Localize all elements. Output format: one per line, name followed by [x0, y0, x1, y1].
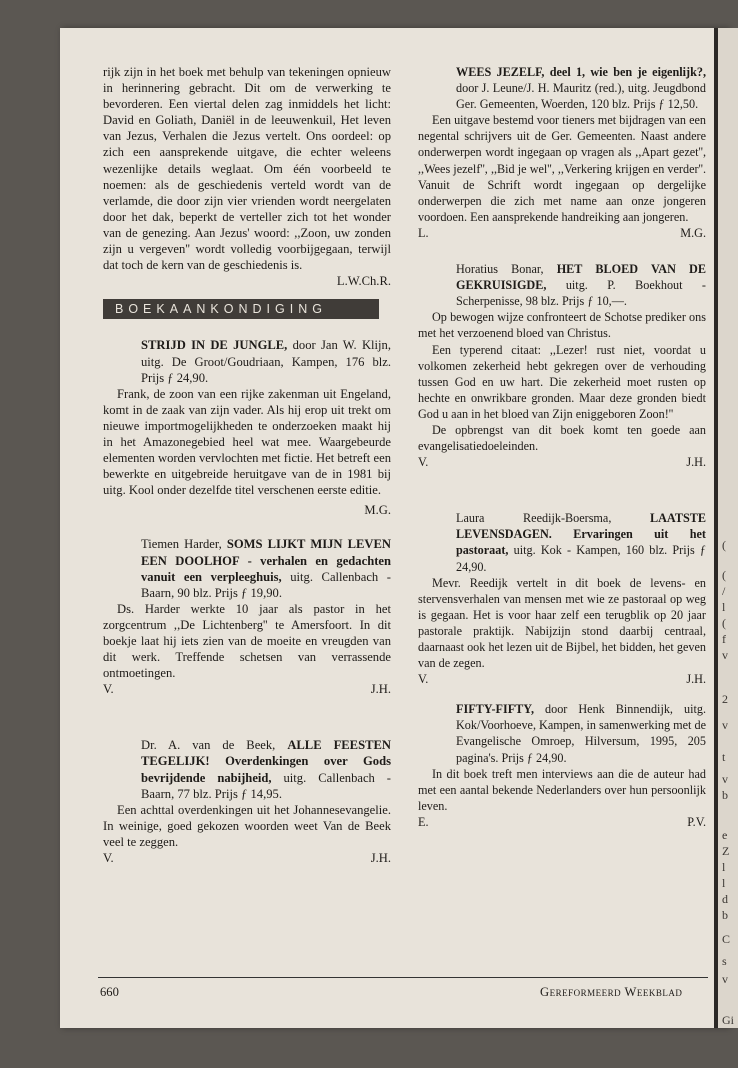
book-meta: door J. Leune/J. H. Mauritz (red.), uitg. Jeugdbond Ger. Gemeenten, Woerden, 120 blz. Prijs ƒ 12,50. [456, 81, 706, 112]
edge-letter: t [722, 750, 726, 764]
review-signature: L.W.Ch.R. [336, 274, 391, 289]
edge-letter: b [722, 788, 728, 802]
book-title: LAATSTE LEVENSDAGEN. Ervaringen uit het pastoraat, [456, 511, 706, 558]
edge-letter: v [722, 718, 728, 732]
page-number: 660 [100, 985, 119, 999]
edge-letter: d [722, 892, 728, 906]
book-title: HET BLOED VAN DE GEKRUISIGDE, [456, 262, 706, 293]
edge-letter: s [722, 954, 727, 968]
signature-place: E. [418, 814, 429, 829]
review-heading [418, 701, 706, 765]
book-meta: uitg. Callenbach - Baarn, 90 blz. Prijs ƒ 19,90. [141, 569, 391, 600]
book-author: Dr. A. van de Beek, [141, 738, 288, 753]
book-title: FIFTY-FIFTY, [456, 702, 534, 717]
book-author: Tiemen Harder, [141, 537, 227, 552]
edge-letter: l [722, 860, 726, 874]
book-meta: uitg. P. Boekhout - Scherpenisse, 98 blz. Prijs ƒ 10,—. [456, 278, 706, 309]
review-body: De opbrengst van dit boek komt ten goede aan evangelisatiedoeleinden. [418, 422, 706, 454]
book-title: ALLE FEESTEN TEGELIJK! Overdenkingen over Gods bevrijdende nabijheid, [141, 738, 391, 785]
right-column [418, 64, 706, 830]
signature-initials: J.H. [370, 682, 391, 697]
book-meta: door Henk Binnendijk, uitg. Kok/Voorhoeve, Kampen, in samenwerking met de Evangelische Omroep, Hilversum, 1995, 205 pagina's. Prijs ƒ 24,90. [456, 702, 706, 765]
book-author: Laura Reedijk-Boersma, [456, 511, 650, 526]
edge-letter: v [722, 972, 728, 986]
review-body: In dit boek treft men interviews aan die de auteur had met een aantal bekende Nederlanders over hun persoonlijk leven. [418, 766, 706, 813]
book-meta: uitg. Callenbach - Baarn, 77 blz. Prijs ƒ 14,95. [141, 770, 391, 801]
review-body: Een achttal overdenkingen uit het Johannesevangelie. In weinige, goed gekozen woorden weet Van de Beek veel te zeggen. [103, 802, 391, 849]
review-body: Frank, de zoon van een rijke zakenman uit Engeland, komt in de zaak van zijn vader. Als hij erop uit trekt om nieuwe importmogelijkheden te onderzoeken maakt hij in het Amazonegebied heel wat mee. Waargebeurde elementen worden vervlochten met fictie. Het betreft een bewerkte en uitgebreide heruitgave van de in 1981 bij uitg. Kool onder dezelfde titel verschenen eerste editie. [103, 386, 391, 498]
left-column [103, 64, 391, 866]
signature-place: V. [418, 672, 429, 687]
review-signature [418, 671, 706, 687]
section-banner: BOEKAANKONDIGING [103, 299, 379, 319]
edge-letter: b [722, 908, 728, 922]
signature-initials: P.V. [687, 814, 706, 829]
review-signature [418, 225, 706, 241]
review-signature [418, 454, 706, 470]
review-heading [103, 737, 391, 801]
signature-initials: M.G. [680, 225, 706, 240]
review-signature: M.G. [364, 503, 391, 518]
edge-letter: ( [722, 538, 726, 552]
book-title: WEES JEZELF, deel 1, wie ben je eigenlijk?, [456, 65, 706, 79]
review-body: Mevr. Reedijk vertelt in dit boek de levens- en stervensverhalen van mensen met wie ze pastoraal op weg is gegaan. Het is voor haar zelf een terugblik op 20 jaar pastorale praktijk. Nabijzijn stond daarbij centraal, daarnaast ook het lezen uit de Bijbel, het bidden, het geven van de zegen. [418, 575, 706, 671]
review-heading [418, 64, 706, 112]
edge-letter: ( [722, 568, 726, 582]
edge-letter: v [722, 772, 728, 786]
review-body: Een uitgave bestemd voor tieners met bijdragen van een negental schrijvers uit de Ger. Gemeenten. Naast andere onderwerpen wordt ingegaan op vragen als ,,Apart gezet'', ,,Wees jezelf'', ,,Bid je wel'', ,,Verkering krijgen en verder''. Vanuit de Schrift wordt ingegaan op dergelijke onderwerpen die zich met name aan onze jongeren voordoen. Een aansprekende handreiking aan jongeren. [418, 113, 706, 224]
signature-place: V. [103, 682, 114, 697]
edge-letter: 2 [722, 692, 728, 706]
review-body: Een typerend citaat: ,,Lezer! rust niet, voordat u volkomen zekerheid hebt gekregen over de verhouding tussen God en uw hart. Die zekerheid moet rusten op hechte en onwrikbare gronden. Maar deze gronden biedt God u aan in het bloed van Zijn eniggeboren Zoon!'' [418, 342, 706, 421]
signature-place: V. [103, 851, 114, 866]
review-heading [418, 510, 706, 574]
signature-place: L. [418, 225, 429, 240]
review-signature [418, 814, 706, 830]
edge-letter: / [722, 584, 726, 598]
review-signature [103, 850, 391, 866]
continued-review: rijk zijn in het boek met behulp van tekeningen opnieuw in herinnering gebracht. Dit om de verwerking te bevorderen. Een viertal delen zag inmiddels het licht: David en Goliath, Daniël in de leeuwenkuil, Het leven van Jezus, Verhalen die Jezus vertelt. Ons oordeel: op zich een aansprekende uitgave, die echter weleens wezenlijke details weglaat. Om één voorbeeld te noemen: als de geschiedenis verteld wordt van de verlamde, die door zijn vier vrienden wordt neergelaten door het dak, beperkt de verteller zich tot het wonder van de genezing. Aan Jezus' woord: ,,Zoon, uw zonden zijn u vergeven'' wordt volledig voorbijgegaan, terwijl dat toch de kern van de geschiedenis is. [103, 65, 391, 273]
magazine-name: Gereformeerd Weekblad [540, 985, 683, 999]
edge-letter: C [722, 932, 731, 946]
review-body: Ds. Harder werkte 10 jaar als pastor in het zorgcentrum ,,De Lichtenberg'' te Amersfoort. In dit boekje laat hij iets zien van de moeite en vreugden van dit werk. Treffende schetsen van verrassende ontmoetingen. [103, 601, 391, 681]
signature-initials: J.H. [686, 455, 706, 470]
edge-letter: e [722, 828, 728, 842]
signature-place: V. [418, 455, 429, 470]
book-title: SOMS LIJKT MIJN LEVEN EEN DOOLHOF - verhalen en gedachten vanuit een verpleeghuis, [141, 537, 391, 584]
footer-rule [98, 977, 708, 978]
edge-letter: l [722, 876, 726, 890]
signature-initials: J.H. [686, 672, 706, 687]
edge-letter: ( [722, 616, 726, 630]
edge-letter: v [722, 648, 728, 662]
book-title: STRIJD IN DE JUNGLE, [141, 338, 288, 353]
review-heading [103, 337, 391, 385]
book-meta: uitg. Kok - Kampen, 160 blz. Prijs ƒ 24,90. [456, 543, 706, 574]
edge-letter: f [722, 632, 726, 646]
review-heading [103, 536, 391, 600]
next-page-edge [718, 28, 738, 1028]
edge-letter: Z [722, 844, 730, 858]
edge-letter: l [722, 600, 726, 614]
review-body: Op bewogen wijze confronteert de Schotse prediker ons met het verzoenend bloed van Christus. [418, 310, 706, 341]
review-signature [103, 681, 391, 697]
review-heading [418, 261, 706, 309]
book-meta: door Jan W. Klijn, uitg. De Groot/Goudriaan, Kampen, 176 blz. Prijs ƒ 24,90. [141, 338, 391, 385]
book-author: Horatius Bonar, [456, 262, 557, 277]
signature-initials: J.H. [370, 851, 391, 866]
edge-letter: Gi [722, 1013, 734, 1027]
